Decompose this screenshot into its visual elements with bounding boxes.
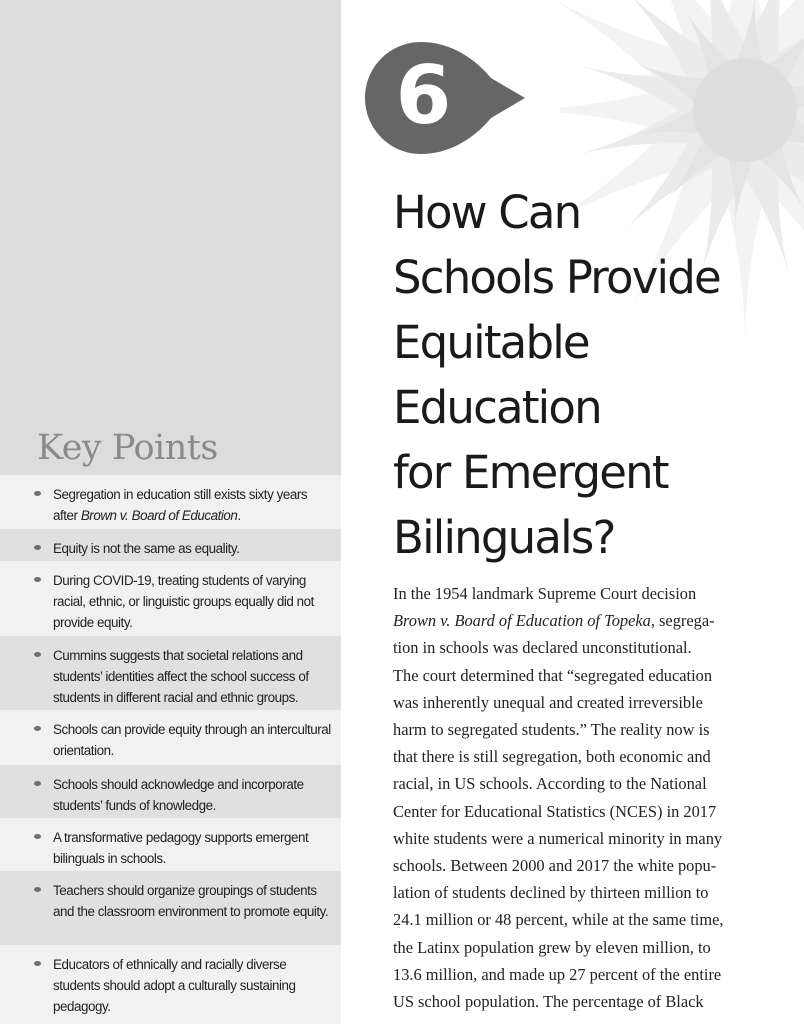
key-point-item: Cummins suggests that societal relations and students’ identities affect the school success of students in different racial and ethnic groups.: [0, 636, 341, 710]
title-line: Education: [393, 381, 601, 434]
key-point-item: Segregation in education still exists sixty years after Brown v. Board of Education.: [0, 475, 341, 529]
body-line: that there is still segregation, both economic and: [393, 747, 711, 767]
key-point-item: Schools can provide equity through an intercultural orientation.: [0, 710, 341, 765]
body-line: schools. Between 2000 and 2017 the white popu-: [393, 856, 717, 876]
body-line: 24.1 million or 48 percent, while at the same time,: [393, 910, 724, 930]
key-point-item: Equity is not the same as equality.: [0, 529, 341, 561]
body-line: The court determined that “segregated education: [393, 665, 713, 685]
body-line: white students were a numerical minority in many: [393, 828, 723, 848]
body-line: 13.6 million, and made up 27 percent of the entire: [393, 964, 722, 984]
body-line: In the 1954 landmark Supreme Court decision: [393, 584, 697, 603]
body-line: racial, in US schools. According to the National: [393, 774, 707, 794]
title-line: Equitable: [393, 316, 589, 369]
title-line: How Can: [393, 186, 581, 239]
key-point-item: Educators of ethnically and racially diverse students should adopt a culturally sustaining pedagogy.: [0, 945, 341, 1024]
body-line: was inherently unequal and created irreversible: [393, 692, 703, 712]
key-point-item: A transformative pedagogy supports emergent bilinguals in schools.: [0, 818, 341, 871]
chapter-title: [393, 180, 804, 570]
key-points-sidebar: [0, 0, 341, 1024]
key-point-item: During COVID-19, treating students of varying racial, ethnic, or linguistic groups equally did not provide equity.: [0, 561, 341, 636]
rosette-center: [693, 58, 797, 162]
case-citation: Brown v. Board of Education of Topeka: [393, 611, 651, 631]
key-point-item: Teachers should organize groupings of students and the classroom environment to promote equity.: [0, 871, 341, 945]
chapter-number: 6: [395, 49, 452, 142]
body-line: Brown v. Board of Education of Topeka, segrega-: [393, 611, 715, 631]
title-line: for Emergent: [393, 446, 668, 499]
key-points-list: [0, 475, 341, 1024]
body-line: lation of students declined by thirteen million to: [393, 883, 709, 903]
body-line: Center for Educational Statistics (NCES) in 2017: [393, 801, 717, 821]
key-points-heading: Key Points: [37, 428, 218, 468]
title-line: Schools Provide: [393, 251, 720, 304]
key-point-item: Schools should acknowledge and incorporate students’ funds of knowledge.: [0, 765, 341, 818]
body-line: the Latinx population grew by eleven million, to: [393, 937, 711, 957]
title-line: Bilinguals?: [393, 511, 615, 564]
body-line: US school population. The percentage of Black: [393, 992, 704, 1012]
body-line: harm to segregated students.” The reality now is: [393, 720, 710, 740]
body-line: tion in schools was declared unconstitutional.: [393, 638, 692, 658]
body-paragraph: [393, 580, 793, 1015]
